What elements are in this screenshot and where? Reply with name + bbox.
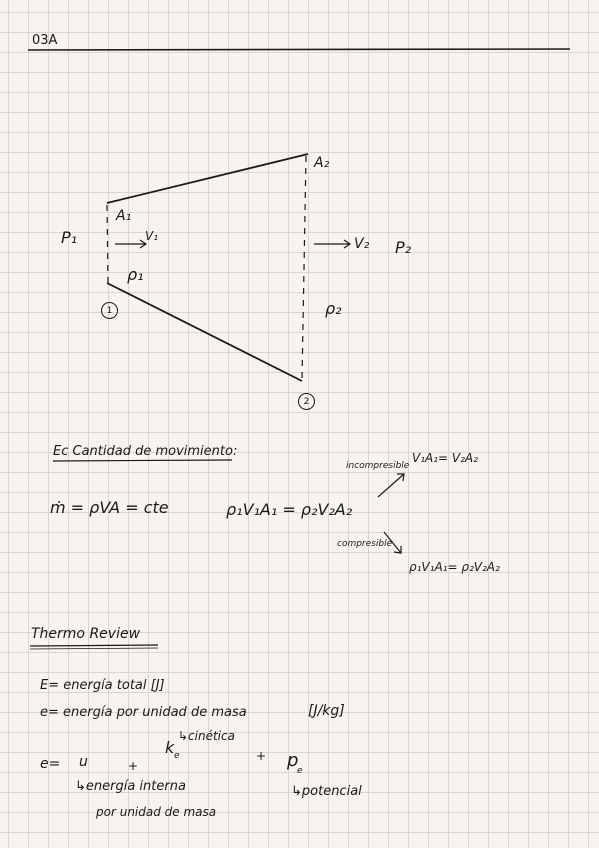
specific-energy-units: [J/kg] [308,703,345,719]
internal-energy-term: u [79,754,88,770]
section-1-line [107,205,108,283]
internal-energy-note: ↳energía interna [75,779,186,794]
incompressible-equation: V₁A₁= V₂A₂ [412,451,478,465]
section-2-marker: 2 [298,393,315,410]
energy-equation-lhs: e= [40,756,61,772]
duct-bottom-wall [107,283,302,381]
area-2-label: A₂ [314,155,330,171]
kinetic-energy-term: k [165,738,175,757]
plus-sign-1: + [128,759,139,773]
density-1-label: ρ₁ [127,265,144,284]
pressure-1-label: P₁ [61,228,78,247]
page-date: 03A [32,33,58,48]
area-1-label: A₁ [116,208,132,224]
duct-top-wall [107,154,308,203]
heading-underline [53,460,232,461]
incompressible-label: incompresible [346,461,410,471]
header-rule [28,49,570,50]
pressure-2-label: P₂ [395,238,412,257]
potential-energy-note: ↳potencial [291,784,362,799]
kinetic-energy-note: ↳cinética [178,729,235,743]
compressible-label: compresible [337,539,393,549]
velocity-1-label: V₁ [145,229,159,243]
plus-sign-2: + [256,749,267,763]
thermo-heading: Thermo Review [31,626,141,642]
mass-flow-equation: ṁ = ρVA = cte [50,498,169,517]
section-2-line [302,156,306,380]
section-1-marker: 1 [101,302,118,319]
thermo-underline [30,645,158,646]
arrow-incompressible [378,474,404,497]
compressible-equation: ρ₁V₁A₁= ρ₂V₂A₂ [409,560,500,574]
continuity-heading: Ec Cantidad de movimiento: [53,444,238,459]
velocity-2-label: V₂ [354,236,370,252]
specific-energy-line: e= energía por unidad de masa [40,705,247,720]
potential-energy-subscript: e [297,766,303,776]
kinetic-energy-subscript: e [174,751,180,761]
total-energy-line: E= energía total [J] [40,678,165,693]
potential-energy-term: p [287,750,299,771]
continuity-equation: ρ₁V₁A₁ = ρ₂V₂A₂ [226,500,353,519]
internal-energy-note-2: por unidad de masa [96,805,217,819]
density-2-label: ρ₂ [325,299,342,318]
